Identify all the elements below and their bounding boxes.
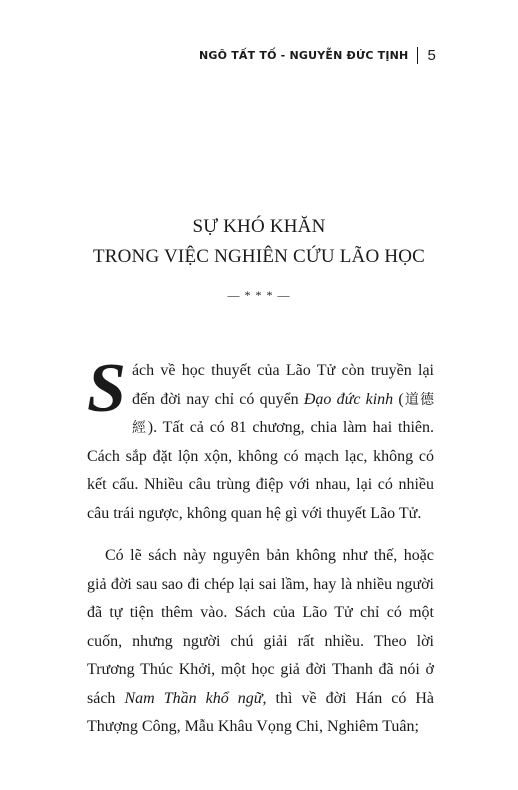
cited-book-italic: Nam Thần khổ ngữ [124, 689, 263, 707]
ornament-divider: — * * * — [227, 288, 291, 302]
header-divider [417, 47, 418, 64]
book-title-italic: Đạo đức kinh [303, 390, 394, 408]
paragraph-1-text-c: ). Tất cả có 81 chương, chia làm hai thiên. Cách sắp đặt lộn xộn, không có mạch lạc, không có kết cấu. Nhiều câu trùng điệp với nhau, lại có nhiều câu trái ngược, không quan hệ gì với thuyết Lão Tử. [87, 419, 435, 522]
body-text [87, 350, 435, 742]
chinese-title: 道德經 [131, 391, 435, 436]
paragraph-2-text-b: , thì về đời Hán có Hà Thượng Công, Mẫu Khâu Vọng Chi, Nghiêm Tuân; [87, 689, 435, 735]
paragraph-1 [87, 350, 435, 528]
page-number: 5 [427, 47, 436, 64]
paragraph-1-text-a: ách về học thuyết của Lão Tử còn truyền lại đến đời nay chỉ có quyển [131, 362, 434, 408]
paragraph-1-text-b: ( [393, 390, 404, 408]
drop-cap: S [87, 350, 126, 427]
chapter-title [0, 212, 518, 272]
chapter-title-line-1: SỰ KHÓ KHĂN [192, 216, 326, 237]
paragraph-2-text-a: Có lẽ sách này nguyên bản không như thế, hoặc giả đời sau sao đi chép lại sai lầm, hay là nhiều người đã tự tiện thêm vào. Sách của Lão Tử chỉ có một cuốn, nhưng người chú giải rất nhiều. Theo lời Trương Thúc Khởi, một học giả đời Thanh đã nói ở sách [87, 547, 434, 707]
paragraph-2 [87, 542, 434, 742]
running-header [199, 47, 436, 64]
chapter-title-line-2: TRONG VIỆC NGHIÊN CỨU LÃO HỌC [92, 246, 426, 267]
running-title: NGÔ TẤT TỐ - NGUYỄN ĐỨC TỊNH [199, 49, 409, 62]
